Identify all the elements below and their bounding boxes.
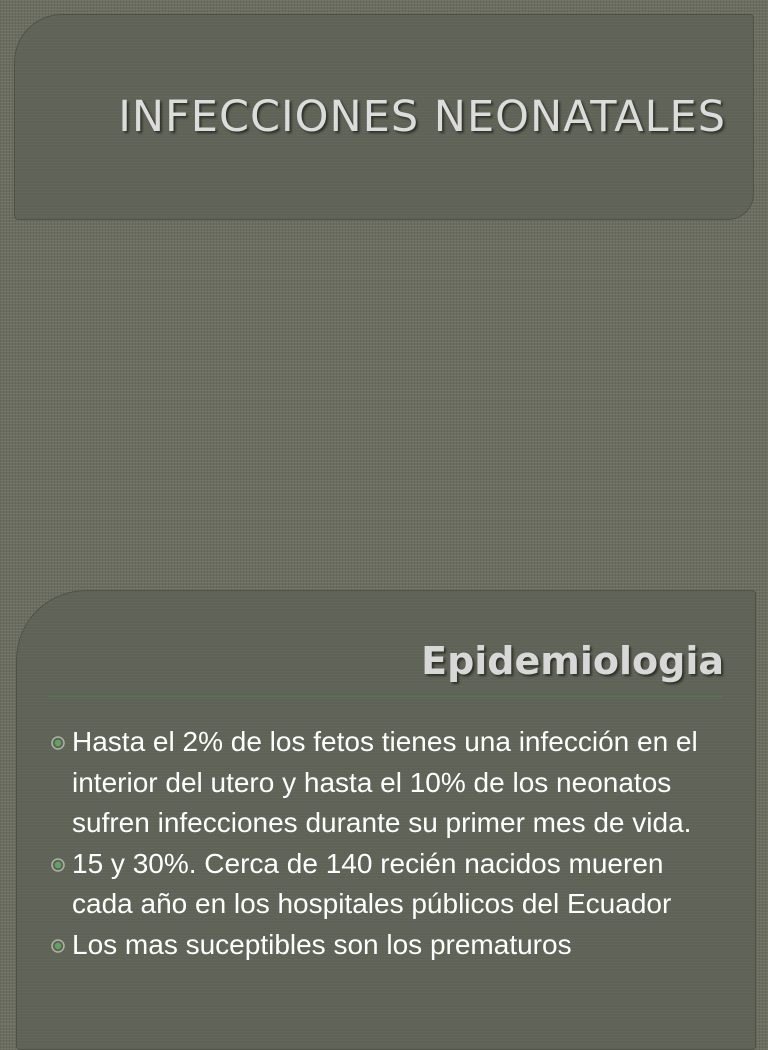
slide-title: INFECCIONES NEONATALES (118, 92, 726, 142)
bullet-item (48, 722, 728, 844)
bullet-text: Hasta el 2% de los fetos tienes una infección en el interior del utero y hasta el 10% de los neonatos sufren infecciones durante su primer mes de vida. (72, 726, 698, 838)
circled-dot-icon (50, 735, 66, 751)
section-heading: Epidemiologia (421, 639, 724, 683)
bullet-item (48, 844, 728, 925)
bullet-text: 15 y 30%. Cerca de 140 recién nacidos mueren cada año en los hospitales públicos del Ecuador (72, 847, 672, 919)
bullet-item (48, 925, 728, 966)
bullet-list (48, 722, 728, 965)
heading-divider (48, 696, 722, 697)
bullet-text: Los mas suceptibles son los prematuros (72, 928, 572, 960)
circled-dot-icon (50, 938, 66, 954)
circled-dot-icon (50, 857, 66, 873)
